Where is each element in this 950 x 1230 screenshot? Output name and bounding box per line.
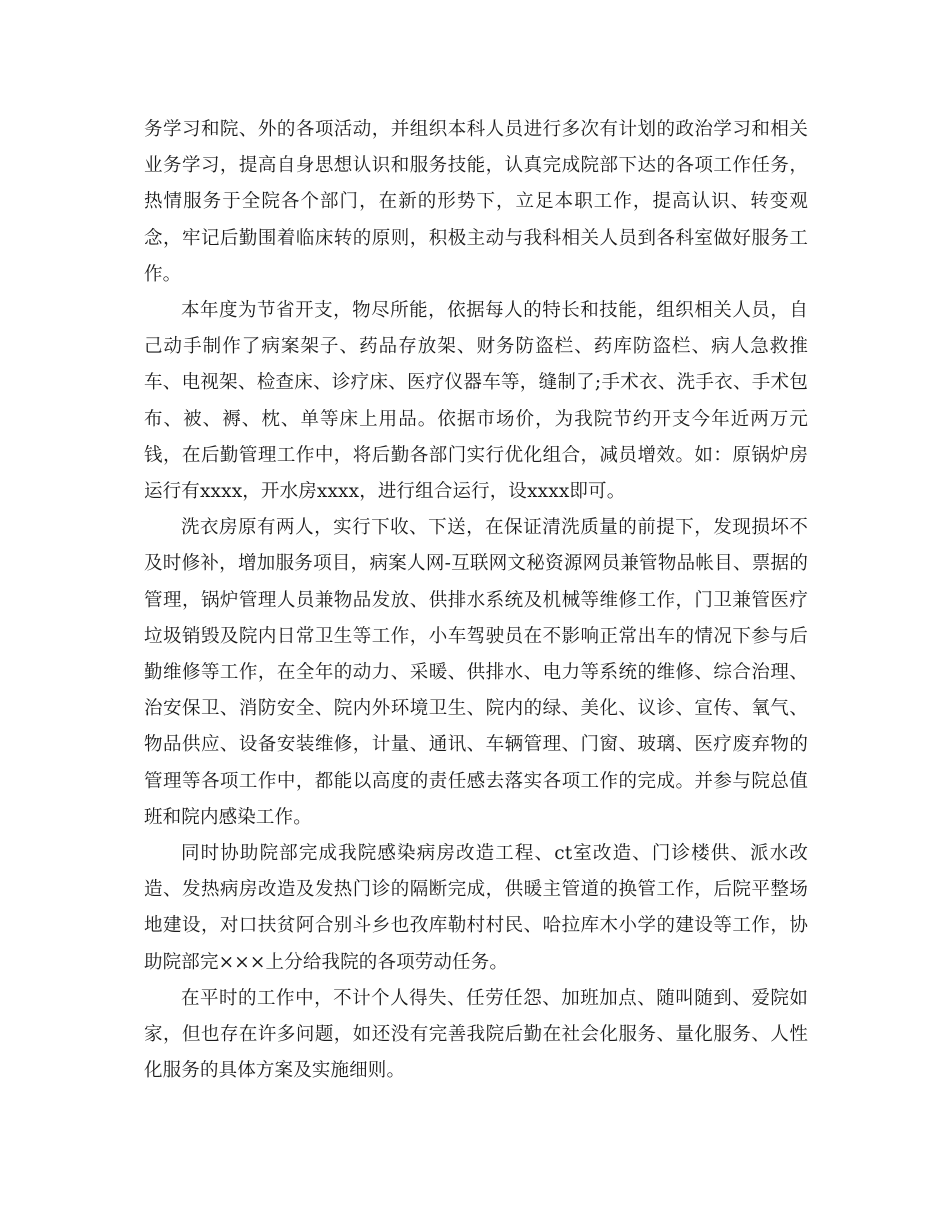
document-body [144, 112, 808, 1089]
paragraph-3: 洗衣房原有两人，实行下收、下送，在保证清洗质量的前提下，发现损坏不及时修补，增加服务项目，病案人网-互联网文秘资源网员兼管物品帐目、票据的管理，锅炉管理人员兼物品发放、供排水系统及机械等维修工作，门卫兼管医疗垃圾销毁及院内日常卫生等工作，小车驾驶员在不影响正常出车的情况下参与后勤维修等工作，在全年的动力、采暖、供排水、电力等系统的维修、综合治理、治安保卫、消防安全、院内外环境卫生、院内的绿、美化、议诊、宣传、氧气、物品供应、设备安装维修，计量、通讯、车辆管理、门窗、玻璃、医疗废弃物的管理等各项工作中，都能以高度的责任感去落实各项工作的完成。并参与院总值班和院内感染工作。 [144, 517, 808, 828]
paragraph-4: 同时协助院部完成我院感染病房改造工程、ct室改造、门诊楼供、派水改造、发热病房改造及发热门诊的隔断完成，供暖主管道的换管工作，后院平整场地建设，对口扶贫阿合别斗乡也孜库勒村村民、哈拉库木小学的建设等工作，协助院部完×××上分给我院的各项劳动任务。 [144, 843, 808, 973]
paragraph-5: 在平时的工作中，不计个人得失、任劳任怨、加班加点、随叫随到、爱院如家，但也存在许多问题，如还没有完善我院后勤在社会化服务、量化服务、人性化服务的具体方案及实施细则。 [144, 987, 808, 1082]
paragraph-2: 本年度为节省开支，物尽所能，依据每人的特长和技能，组织相关人员，自己动手制作了病案架子、药品存放架、财务防盗栏、药库防盗栏、病人急救推车、电视架、检查床、诊疗床、医疗仪器车等，缝制了;手术衣、洗手衣、手术包布、被、褥、枕、单等床上用品。依据市场价，为我院节约开支今年近两万元钱，在后勤管理工作中，将后勤各部门实行优化组合，减员增效。如：原锅炉房运行有xxxx，开水房xxxx，进行组合运行，设xxxx即可。 [144, 300, 808, 503]
paragraph-1: 务学习和院、外的各项活动，并组织本科人员进行多次有计划的政治学习和相关业务学习，提高自身思想认识和服务技能，认真完成院部下达的各项工作任务，热情服务于全院各个部门，在新的形势下，立足本职工作，提高认识、转变观念，牢记后勤围着临床转的原则，积极主动与我科相关人员到各科室做好服务工作。 [144, 119, 808, 285]
